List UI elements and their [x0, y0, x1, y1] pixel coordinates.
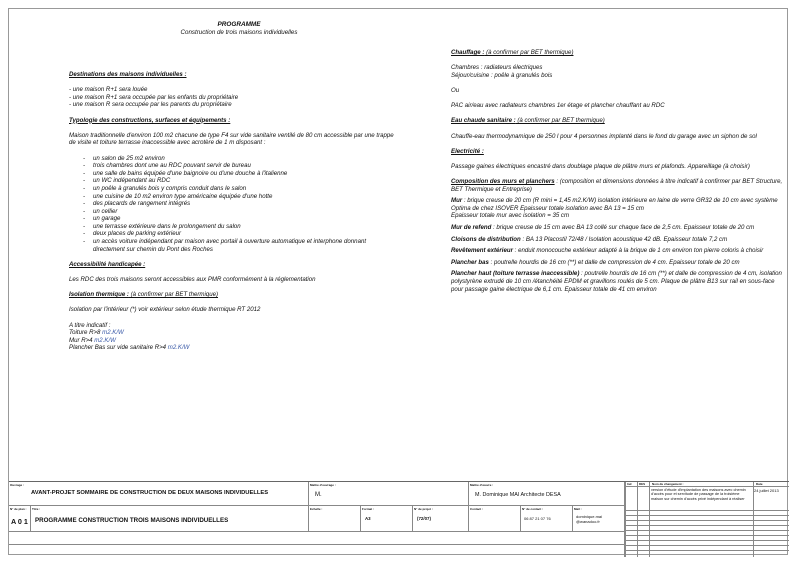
composition-item: Plancher haut (toiture terrasse inaccessible) : poutrelle hourdis de 16 cm (**) et dalle de compression de 4 cm, isolation polystyrène extrudé de 10 cm /étanchéité EPDM et gravillons roulés de 5 cm. Plaque de plâtre B13 sur rail en sous-face pour passage gaine électrique de 6,1 cm. Epaisseur totale de 41 cm environ [451, 270, 782, 293]
empty-row [9, 545, 625, 557]
contact-cell: Contact : [469, 506, 521, 532]
composition-item: Mur : brique creuse de 20 cm (R mini = 1,45 m2.K/W) isolation intérieure en laine de verre GR32 de 10 cm avec système Optima de chez ISOVER Epaisseur totale isolation avec BA 13 = 15 cm [451, 197, 778, 212]
list-item: - deux places de parking extérieur [83, 230, 399, 238]
list-item: - une cuisine de 10 m2 environ type américaine équipée d'une hotte [83, 193, 399, 201]
empty-row [9, 532, 625, 545]
list-item: - un cellier [83, 208, 399, 216]
isolation-value: Plancher Bas sur vide sanitaire R>4 m2.K/W [69, 344, 190, 352]
titre-value: PROGRAMME CONSTRUCTION TROIS MAISONS INDIVIDUELLES [35, 517, 229, 524]
list-item: - un garage [83, 215, 399, 223]
composition-item: Mur de refend : brique creuse de 15 cm avec BA 13 collé sur chaque face de 2,5 cm. Epaisseur totale de 20 cm [451, 224, 755, 232]
composition-item: Revêtement extérieur : enduit monocouche extérieur adapté à la brique de 1 cm environ ton pierre coloris à choisir [451, 247, 764, 255]
right-column [451, 49, 786, 293]
equipment-list [83, 155, 399, 254]
isolation-text: Isolation par l'intérieur (*) voir extérieur selon étude thermique RT 2012 [69, 306, 261, 314]
list-item: - trois chambres dont une au RDC pouvant servir de bureau [83, 162, 399, 170]
plan-number-cell: N° de plan : A 0 1 [9, 506, 31, 532]
composition-item: Plancher bas : poutrelle hourdis de 16 cm (**) et dalle de compression de 4 cm. Epaisseur totale de 20 cm [451, 258, 740, 266]
revision-date: 24 juillet 2013 [754, 488, 779, 493]
echelle-cell: Echelle : [309, 506, 361, 532]
list-item: - une salle de bains équipée d'une baignoire ou d'une douche à l'italienne [83, 170, 399, 178]
composition-heading: Composition des murs et planchers : (composition et dimensions données à titre indicatif à confirmer par BET Structure, BET Thermique et Entreprise) [451, 178, 783, 193]
moa-value: M. [315, 492, 322, 498]
destination-item: - une maison R+1 sera louée [69, 86, 148, 94]
eau-heading: Eau chaude sanitaire : (à confirmer par BET thermique) [451, 117, 605, 125]
destinations-heading: Destinations des maisons individuelles : [69, 71, 187, 78]
isolation-note: (à confirmer par BET thermique) [128, 291, 219, 299]
left-column [69, 71, 399, 352]
composition-item: Cloisons de distribution : BA 13 Placostil 72/48 / Isolation acoustique 42 dB. Epaisseur totale 7,2 cm [451, 235, 728, 243]
ouvrage-value: AVANT-PROJET SOMMAIRE DE CONSTRUCTION DE DEUX MAISONS INDIVIDUELLES [31, 490, 269, 496]
electricite-heading: Electricité : [451, 147, 484, 155]
isolation-value: Mur R>4 m2.K/W [69, 336, 116, 344]
chauffage-line: Séjour/cuisine : poêle à granulés bois [451, 71, 553, 79]
plan-number: A 0 1 [11, 517, 28, 526]
title-block [9, 481, 789, 556]
isolation-value: Toiture R>8 m2.K/W [69, 329, 124, 337]
format-cell: Format : A3 [361, 506, 413, 532]
isolation-indicatif: A titre indicatif : [69, 321, 111, 329]
composition-extra: Epaisseur totale mur avec isolation = 35 cm [451, 212, 570, 220]
moa-cell: Maître d'ouvrage : M. [309, 482, 469, 506]
accessibilite-text: Les RDC des trois maisons seront accessibles aux PMR conformément à la réglementation [69, 276, 316, 284]
revision-text: version d'étude d'implantation des maisons avec chemin d'accès pour et servitude de passage de la troisième maison sur chemin d'accès privé indépendant à réaliser [651, 488, 746, 501]
format-value: A3 [365, 516, 371, 521]
eau-text: Chauffe-eau thermodynamique de 250 l pour 4 personnes implanté dans le fond du garage avec un siphon de sol [451, 132, 757, 140]
page-title: PROGRAMME [217, 21, 261, 28]
revision-table [625, 482, 789, 557]
destination-item: - une maison R+1 sera occupée par les enfants du propriétaire [69, 93, 239, 101]
document-header [69, 21, 409, 36]
electricite-text: Passage gaines électriques encastré dans doublage plaque de plâtre murs et plafonds. Appareillage (à choisir) [451, 162, 750, 170]
destination-item: - une maison R sera occupée par les parents du propriétaire [69, 101, 232, 109]
page-subtitle: Construction de trois maisons individuelles [180, 29, 298, 36]
chauffage-or: Ou [451, 86, 460, 94]
list-item: - un salon de 25 m2 environ [83, 155, 399, 163]
ouvrage-cell: Ouvrage : AVANT-PROJET SOMMAIRE DE CONSTRUCTION DE DEUX MAISONS INDIVIDUELLES [9, 482, 309, 506]
list-item: - un WC indépendant au RDC [83, 177, 399, 185]
projet-value: (72/07) [417, 516, 431, 521]
chauffage-heading: Chauffage : (à confirmer par BET thermique) [451, 49, 574, 56]
projet-cell: N° de projet : (72/07) [413, 506, 469, 532]
list-item: - un poêle à granulés bois y compris conduit dans le salon [83, 185, 399, 193]
isolation-heading: Isolation thermique : (à confirmer par BET thermique) [69, 291, 219, 299]
accessibilite-heading: Accessibilité handicapée : [69, 260, 146, 268]
tel-value: 06 87 21 07 76 [524, 516, 551, 521]
document-sheet [8, 8, 788, 555]
mail-value: dominique.mai @wanadoo.fr [576, 514, 603, 524]
chauffage-alt: PAC air/eau avec radiateurs chambres 1er étage et plancher chauffant au RDC [451, 102, 665, 110]
mail-cell: Mail : dominique.mai @wanadoo.fr [573, 506, 625, 532]
titre-cell: Titre : PROGRAMME CONSTRUCTION TROIS MAISONS INDIVIDUELLES [31, 506, 309, 532]
chauffage-line: Chambres : radiateurs électriques [451, 64, 543, 72]
tel-cell: N° de contact : 06 87 21 07 76 [521, 506, 573, 532]
moe-value: M. Dominique MAI Architecte DESA [475, 492, 561, 498]
moe-cell: Maître d'œuvre : M. Dominique MAI Architecte DESA [469, 482, 625, 506]
typologie-intro: Maison traditionnelle d'environ 100 m2 chacune de type F4 sur vide sanitaire ventilé de 80 cm accessible par une trappe de visite et toiture terrasse inaccessible avec acrotère de 1 m disposant : [69, 131, 394, 147]
list-item: - une terrasse extérieure dans le prolongement du salon [83, 223, 399, 231]
typologie-heading: Typologie des constructions, surfaces et équipements : [69, 116, 231, 124]
list-item: - un accès voiture indépendant par maison avec portail à ouverture automatique et interphone donnant directement sur chemin du Pont des Roches [83, 238, 399, 253]
revision-header: Ind DES Nom du changement : Date [625, 482, 789, 487]
list-item: - des placards de rangement intégrés [83, 200, 399, 208]
